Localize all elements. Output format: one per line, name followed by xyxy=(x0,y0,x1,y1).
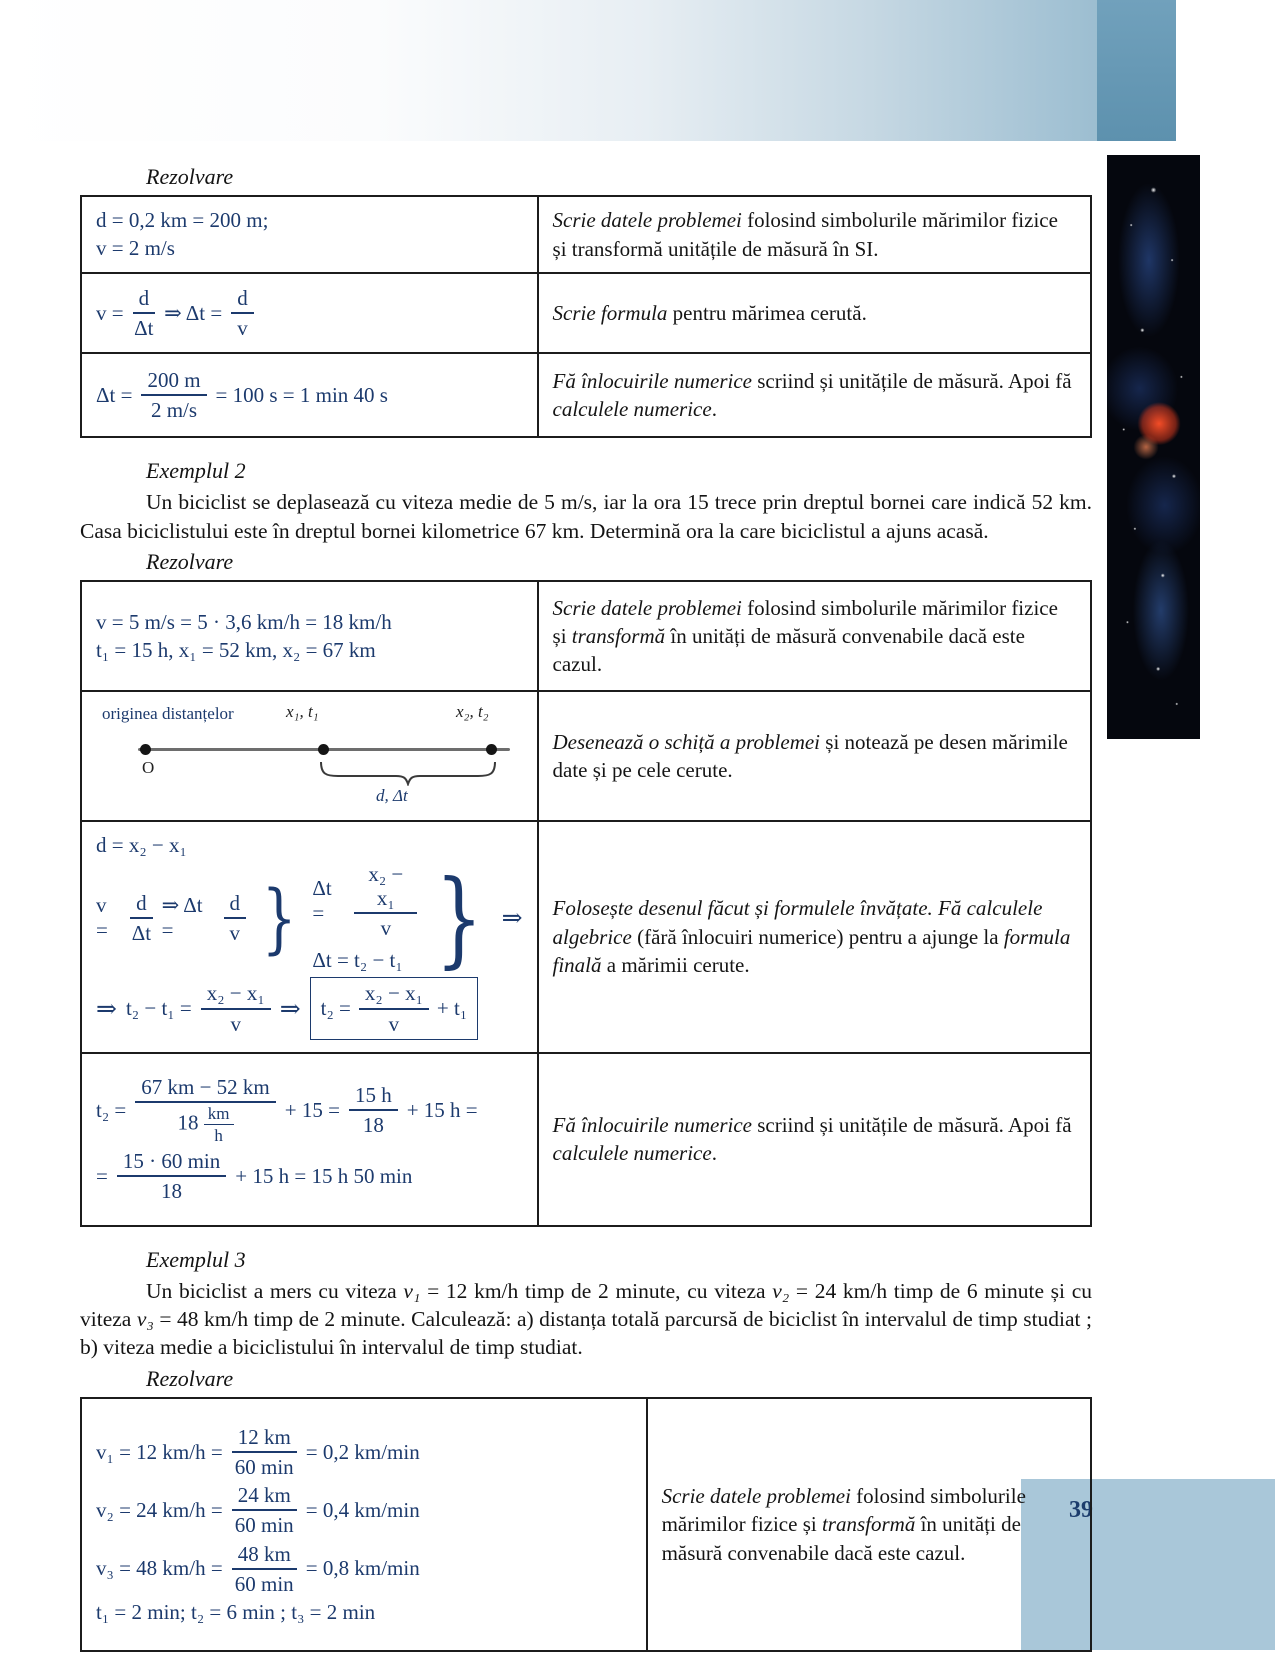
formula-part: + t₁ xyxy=(436,996,468,1021)
instruction-cell xyxy=(538,691,1091,821)
heading-rezolvare-1: Rezolvare xyxy=(146,164,234,189)
variable: v₂ xyxy=(772,1278,790,1303)
formula-part: t₂ = xyxy=(96,1097,127,1122)
diagram-origin-label: originea distanțelor xyxy=(102,704,234,724)
fraction-denominator: v xyxy=(230,1011,241,1036)
fraction xyxy=(354,862,417,940)
formula-line xyxy=(96,1149,523,1203)
fraction-numerator: 15 h xyxy=(349,1083,398,1111)
table-row xyxy=(81,196,1091,273)
sketch-diagram xyxy=(96,704,523,808)
fraction xyxy=(349,1083,398,1137)
variable: v₁ xyxy=(403,1278,421,1303)
fraction-denominator: Δt xyxy=(131,920,152,945)
formula-line: t₁ = 15 h, x₁ = 52 km, x₂ = 67 km xyxy=(96,637,376,662)
fraction xyxy=(232,1425,297,1479)
fraction-denominator: v xyxy=(237,316,248,341)
fraction-numerator: 12 km xyxy=(232,1425,297,1453)
instruction-cell xyxy=(647,1398,1091,1651)
instruction-text: a mărimii cerute. xyxy=(601,953,750,978)
instruction-text: Fă înlocuirile numerice xyxy=(552,368,752,393)
formula-part: + 15 = xyxy=(284,1097,340,1122)
formula-line xyxy=(96,856,523,979)
formula-line: d = 0,2 km = 200 m; xyxy=(96,208,269,232)
instruction-text: folosind simbolurile mărimilor fizice și xyxy=(552,595,1058,648)
fraction xyxy=(117,1149,226,1203)
fraction-numerator: x₂ − x₁ xyxy=(359,981,429,1009)
formula-cell xyxy=(81,581,538,691)
fraction-denominator: h xyxy=(214,1126,223,1146)
instruction-text: scriind și unitățile de măsură. Apoi fă xyxy=(751,1112,1072,1137)
header-gradient-band xyxy=(0,0,1176,141)
page-number: 39 xyxy=(1069,1497,1093,1523)
grouping-brace: } xyxy=(435,856,484,979)
formula-part: = 0,8 km/min xyxy=(305,1556,420,1581)
point-dot-x1 xyxy=(318,744,329,755)
heading-rezolvare-3: Rezolvare xyxy=(146,1365,234,1391)
fraction-denominator: 18 xyxy=(161,1179,183,1204)
implies-arrow: ⇒ xyxy=(501,904,523,932)
fraction xyxy=(232,1542,297,1596)
instruction-text: Scrie datele problemei xyxy=(552,208,742,233)
variable: v₃ xyxy=(136,1307,154,1332)
formula-part: ⇒ Δt = xyxy=(161,892,203,942)
formula-line xyxy=(96,977,523,1039)
table-row xyxy=(81,353,1091,437)
formula-cell xyxy=(81,196,538,273)
instruction-text: . xyxy=(711,1141,717,1166)
table-row xyxy=(81,1053,1091,1226)
fraction-denominator: 2 m/s xyxy=(150,398,198,423)
instruction-cell xyxy=(538,581,1091,691)
formula-part: v = xyxy=(96,892,108,942)
fraction xyxy=(135,1075,276,1145)
problem-statement-3 xyxy=(80,1277,1092,1362)
formula-part: v = xyxy=(96,300,124,325)
fraction-denominator: v xyxy=(388,1011,400,1036)
formula-line xyxy=(312,862,417,940)
formula-line xyxy=(96,286,523,340)
instruction-text: formula finală xyxy=(552,924,1071,978)
solution-table-2 xyxy=(80,580,1092,1227)
instruction-text: scriind și unitățile de măsură. Apoi fă xyxy=(751,368,1072,393)
instruction-text: calculele numerice xyxy=(552,397,712,422)
instruction-text: transformă xyxy=(821,1512,916,1537)
diagram-x2-label: x₂, t₂ xyxy=(456,702,489,722)
instruction-text: Folosește desenul făcut și formulele învățate. Fă calculele algebrice xyxy=(552,896,1043,949)
fraction-numerator: d xyxy=(231,286,254,314)
statement-text: = 48 km/h timp de 2 minute. Calculează: a) distanța totală parcursă de biciclist în intervalul de timp studiat ; b) viteza medie a biciclistului în intervalul de timp studiat. xyxy=(80,1307,1093,1360)
diagram-x1-label: x₁, t₁ xyxy=(286,702,319,722)
fraction xyxy=(359,981,429,1035)
formula-cell xyxy=(81,273,538,353)
formula-line xyxy=(96,1483,632,1537)
fraction-numerator: 15 · 60 min xyxy=(117,1149,226,1177)
statement-text: Un biciclist a mers cu viteza xyxy=(146,1278,404,1303)
formula-part: = xyxy=(96,1163,108,1188)
formula-cell xyxy=(81,821,538,1053)
equation-stack xyxy=(312,862,417,973)
formula-line: v = 5 m/s = 5 · 3,6 km/h = 18 km/h xyxy=(96,609,392,634)
heading-exemplul-3: Exemplul 3 xyxy=(146,1246,246,1272)
diagram-cell xyxy=(81,691,538,821)
instruction-cell xyxy=(538,821,1091,1053)
fraction-denominator: v xyxy=(380,916,392,941)
fraction xyxy=(130,891,153,945)
table-row xyxy=(81,1398,1091,1651)
fraction-numerator: x₂ − x₁ xyxy=(354,862,417,914)
instruction-text: transformă xyxy=(571,623,666,648)
solution-table-3 xyxy=(80,1397,1092,1652)
formula-part: 18 xyxy=(177,1110,199,1135)
fraction-denominator xyxy=(178,1103,234,1145)
formula-cell xyxy=(81,1398,647,1651)
implies-arrow: ⇒ xyxy=(96,995,117,1023)
table-row xyxy=(81,273,1091,353)
instruction-text: Desenează o schiță a problemei xyxy=(552,729,821,754)
fraction xyxy=(224,891,247,945)
point-dot-origin xyxy=(140,744,151,755)
instruction-text: Scrie datele problemei xyxy=(552,595,742,620)
fraction xyxy=(201,981,271,1035)
fraction-numerator: 48 km xyxy=(232,1542,297,1570)
formula-part: = 0,2 km/min xyxy=(305,1439,420,1464)
fraction xyxy=(204,1105,234,1145)
underbrace xyxy=(318,760,498,786)
fraction-numerator: 24 km xyxy=(232,1483,297,1511)
fraction-numerator: d xyxy=(130,891,153,919)
heading-exemplul-2: Exemplul 2 xyxy=(146,458,246,484)
formula-part: + 15 h = 15 h 50 min xyxy=(235,1163,413,1188)
formula-part: ⇒ Δt = xyxy=(164,300,223,325)
sidebar-decorative-image xyxy=(1107,155,1200,739)
instruction-cell xyxy=(538,1053,1091,1226)
instruction-text: Fă înlocuirile numerice xyxy=(552,1112,752,1137)
instruction-text: în unități de măsură convenabile dacă este cazul. xyxy=(552,623,1025,677)
fraction-numerator: 67 km − 52 km xyxy=(135,1075,276,1103)
formula-part: Δt = xyxy=(96,382,133,407)
formula-part: v₂ = 24 km/h = xyxy=(96,1497,223,1522)
fraction-denominator: Δt xyxy=(134,316,154,341)
grouping-brace: } xyxy=(261,872,297,962)
table-row xyxy=(81,691,1091,821)
statement-text: = 12 km/h timp de 2 minute, cu viteza xyxy=(420,1278,773,1303)
fraction-denominator: v xyxy=(229,920,240,945)
formula-cell xyxy=(81,353,538,437)
instruction-text: și notează pe desen mărimile date și pe cele cerute. xyxy=(552,729,1068,783)
instruction-text: . xyxy=(711,397,717,422)
fraction-denominator: 60 min xyxy=(234,1571,294,1596)
instruction-text: folosind simbolurile mărimilor fizice și transformă unitățile de măsură în SI. xyxy=(552,208,1058,261)
instruction-text: folosind simbolurile mărimilor fizice și xyxy=(661,1483,1026,1537)
formula-part: v₁ = 12 km/h = xyxy=(96,1439,223,1464)
fraction-denominator: 18 xyxy=(362,1113,384,1138)
instruction-text: Scrie formula xyxy=(552,300,668,325)
fraction-denominator: 60 min xyxy=(234,1455,294,1480)
fraction xyxy=(232,1483,297,1537)
header-blue-block xyxy=(1097,0,1176,141)
formula-part: + 15 h = xyxy=(406,1097,478,1122)
instruction-text: pentru mărimea cerută. xyxy=(667,300,867,325)
fraction xyxy=(141,368,206,422)
final-formula-box xyxy=(310,977,479,1039)
table-row xyxy=(81,821,1091,1053)
fraction-numerator: x₂ − x₁ xyxy=(201,981,271,1009)
fraction-denominator: 60 min xyxy=(234,1513,294,1538)
formula-part: v₃ = 48 km/h = xyxy=(96,1556,223,1581)
problem-statement-2: Un biciclist se deplasează cu viteza medie de 5 m/s, iar la ora 15 trece prin dreptul bornei care indică 52 km. Casa biciclistului este în dreptul bornei kilometrice 67 km. Determină ora la care biciclistul a ajuns acasă. xyxy=(80,490,1092,543)
formula-part: Δt = xyxy=(312,876,332,926)
implies-arrow: ⇒ xyxy=(279,995,301,1023)
formula-line xyxy=(96,1425,632,1479)
formula-part: t₂ − t₁ = xyxy=(125,996,192,1021)
formula-line: v = 2 m/s xyxy=(96,236,175,260)
formula-cell xyxy=(81,1053,538,1226)
fraction-numerator: 200 m xyxy=(141,368,206,396)
instruction-cell xyxy=(538,273,1091,353)
instruction-text: Scrie datele problemei xyxy=(661,1483,851,1508)
formula-line: t₁ = 2 min; t₂ = 6 min ; t₃ = 2 min xyxy=(96,1599,376,1624)
fraction xyxy=(133,286,156,340)
instruction-cell xyxy=(538,353,1091,437)
instruction-cell xyxy=(538,196,1091,273)
solution-table-1 xyxy=(80,195,1092,438)
formula-line xyxy=(96,368,523,422)
main-content xyxy=(80,164,1092,1654)
instruction-text: calculele numerice xyxy=(552,1141,712,1166)
formula-line xyxy=(96,1542,632,1596)
instruction-text: în unități de măsură convenabile dacă este cazul. xyxy=(661,1512,1021,1565)
formula-line: d = x₂ − x₁ xyxy=(96,833,187,858)
formula-part: = 100 s = 1 min 40 s xyxy=(215,382,388,407)
fraction xyxy=(231,286,254,340)
heading-rezolvare-2: Rezolvare xyxy=(146,549,234,575)
fraction-numerator: d xyxy=(133,286,156,314)
formula-line: Δt = t₂ − t₁ xyxy=(312,948,403,973)
point-dot-x2 xyxy=(486,744,497,755)
table-row xyxy=(81,581,1091,691)
fraction-numerator: km xyxy=(204,1105,234,1125)
formula-part: t₂ = xyxy=(320,996,351,1021)
fraction-numerator: d xyxy=(224,891,247,919)
formula-part: = 0,4 km/min xyxy=(305,1497,420,1522)
diagram-distance-label: d, Δt xyxy=(376,786,408,806)
instruction-text: (fără înlocuiri numerice) pentru a ajunge la xyxy=(631,924,1004,949)
diagram-o-label: O xyxy=(142,758,155,778)
statement-text: = 24 km/h timp de 6 minute și cu viteza xyxy=(80,1278,1092,1332)
formula-line xyxy=(96,1075,523,1145)
